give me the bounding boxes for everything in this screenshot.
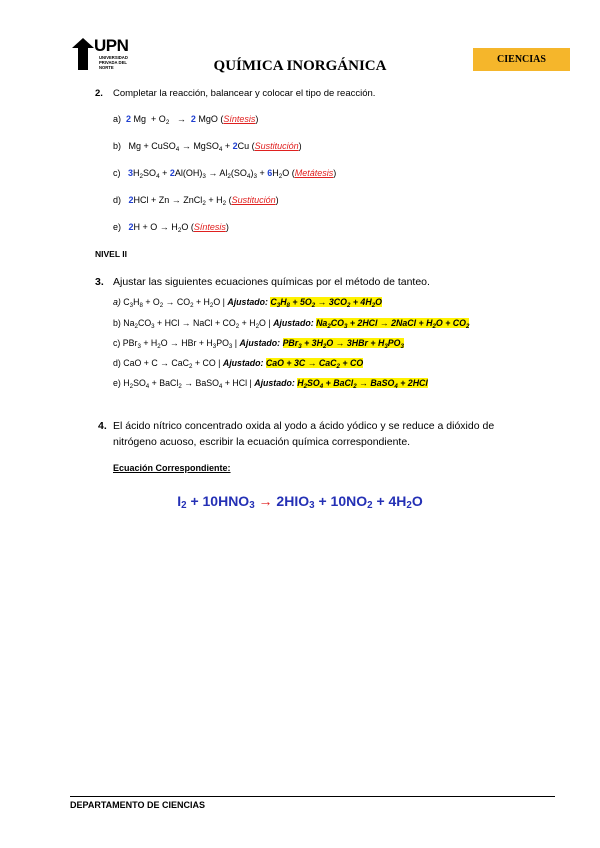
q3-item-b: b) $Na_2CO_3$ + HCl → NaCl + $CO_2 + H_2O$ | Ajustado: $Na_2CO_3 + 2HCl$ → 2NaCl + $H_2O + CO_2$ (113, 318, 470, 330)
q2-item-b: b) Mg + CuSO$_4$ → MgSO$_4$ + 2Cu (Sustitución) (113, 141, 302, 153)
q2-item-a: a) 2 $Mg + O_2 \to 2$ MgO (Síntesis) (113, 114, 259, 126)
ajustado-label: Ajustado: (239, 338, 281, 348)
question-text: El ácido nítrico concentrado oxida al yodo a ácido yódico y se reduce a dióxido de nitrógeno acuoso, escribir la ecuación química correspondiente. (113, 420, 495, 448)
reaction-type: Síntesis (223, 114, 256, 124)
item-label: c) (113, 338, 121, 348)
item-label: e) (113, 378, 121, 388)
logo-text: UPN (94, 36, 129, 55)
balanced-equation: $Na_2CO_3 + 2HCl$ → 2NaCl + $H_2O + CO_2$ (316, 318, 470, 330)
footer-text: DEPARTAMENTO DE CIENCIAS (70, 800, 206, 810)
item-label: a) (113, 297, 121, 307)
item-label: d) (113, 195, 122, 205)
ajustado-label: Ajustado: (273, 318, 314, 328)
footer-rule (70, 796, 555, 797)
question-2 (95, 88, 375, 99)
item-label: a) (113, 114, 122, 124)
subheading: Ecuación Correspondiente: (113, 463, 231, 473)
item-label: b) (113, 141, 122, 151)
question-number: 4. (98, 420, 107, 432)
logo-subtext: UNIVERSIDAD PRIVADA DEL NORTE (99, 55, 128, 70)
question-number: 3. (95, 276, 104, 288)
final-equation: $I_2 + 10HNO_3 \to 2HIO_3 + 10NO_2 + 4H_2O$ (177, 493, 423, 511)
question-4 (98, 418, 538, 450)
page-title: QUÍMICA INORGÁNICA (213, 58, 387, 74)
q3-item-c: c) $PBr_3 + H_2O$ → HBr + $H_3PO_3$ | Ajustado: $PBr_3 + 3H_2O \to 3HBr + H_3PO_3$ (113, 338, 404, 350)
balanced-equation: $H_2SO_4$ + BaCl$_2$ → BaSO$_4$ + 2HCl (297, 378, 428, 390)
question-text: Completar la reacción, balancear y colocar el tipo de reacción. (113, 88, 376, 99)
reaction-type: Sustitución (231, 195, 276, 205)
balanced-equation: $PBr_3 + 3H_2O \to 3HBr + H_3PO_3$ (282, 338, 404, 350)
balanced-equation: CaO + 3C → CaC$_2$ + CO (265, 358, 364, 370)
q3-item-a: a) $C_3H_8 + O_2 \to CO_2 + H_2O$ | Ajustado: $C_3H_8 + 5O_2 \to 3CO_2 + 4H_2O$ (113, 297, 382, 309)
item-label: d) (113, 358, 121, 368)
q2-item-e: e) $2H + O \to H_2O$ (Síntesis) (113, 222, 229, 234)
item-label: b) (113, 318, 121, 328)
balanced-equation: $C_3H_8 + 5O_2 \to 3CO_2 + 4H_2O$ (270, 297, 382, 309)
reaction-type: Metátesis (294, 168, 334, 178)
q3-item-e: e) $H_2SO_4$ + BaCl$_2$ → BaSO$_4$ + HCl | Ajustado: $H_2SO_4$ + BaCl$_2$ → BaSO$_4$ + 2HCl (113, 378, 428, 390)
q3-item-d: d) CaO + C → CaC$_2$ + CO | Ajustado: CaO + 3C → CaC$_2$ + CO (113, 358, 364, 370)
reaction-type: Sustitución (254, 141, 299, 151)
section-heading: NIVEL II (95, 249, 127, 259)
reaction-type: Síntesis (193, 222, 226, 232)
item-label: e) (113, 222, 122, 232)
q2-item-c: c) $3H_2SO_4 + 2Al(OH)_3 \to Al_2(SO_4)_3 + 6H_2O$ (Metátesis) (113, 168, 337, 180)
question-number: 2. (95, 88, 103, 99)
ajustado-label: Ajustado: (222, 358, 264, 368)
ajustado-label: Ajustado: (227, 297, 268, 307)
item-label: c) (113, 168, 121, 178)
ajustado-label: Ajustado: (254, 378, 295, 388)
question-text: Ajustar las siguientes ecuaciones químicas por el método de tanteo. (113, 276, 430, 288)
question-3 (95, 276, 430, 288)
q2-item-d: d) 2HCl + Zn → ZnCl$_2$ + $H_2$ (Sustitución) (113, 195, 279, 207)
subject-badge: CIENCIAS (473, 48, 570, 71)
